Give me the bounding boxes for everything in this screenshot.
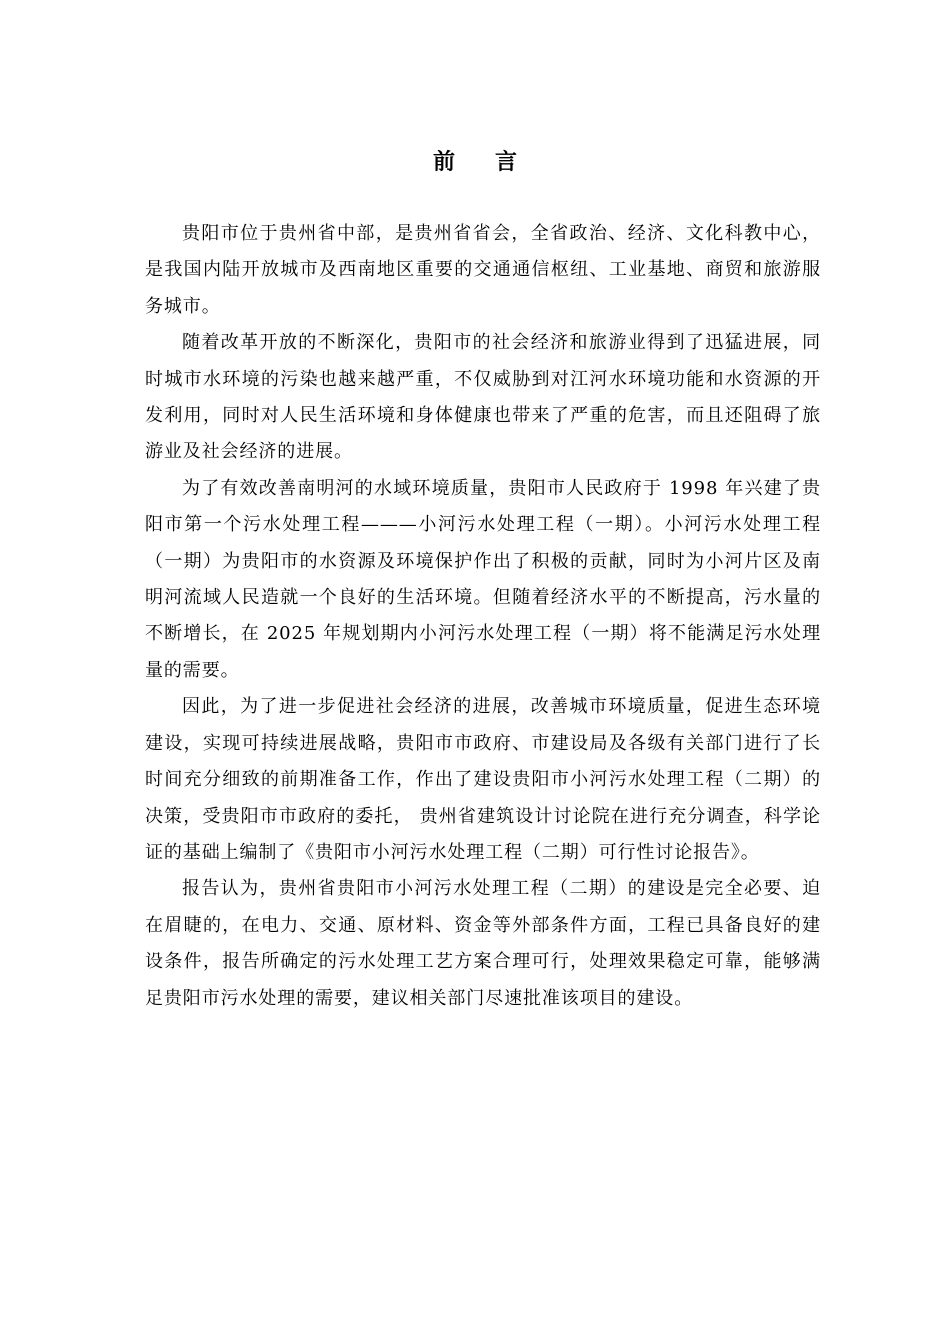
body-text bbox=[145, 216, 821, 1017]
paragraph-2: 随着改革开放的不断深化，贵阳市的社会经济和旅游业得到了迅猛进展，同时城市水环境的污染也越来越严重，不仅威胁到对江河水环境功能和水资源的开发利用，同时对人民生活环境和身体健康也带来了严重的危害，而且还阻碍了旅游业及社会经济的进展。 bbox=[145, 332, 821, 463]
page-title: 前言 bbox=[432, 149, 557, 175]
paragraph-5: 报告认为，贵州省贵阳市小河污水处理工程（二期）的建设是完全必要、迫在眉睫的，在电力、交通、原材料、资金等外部条件方面，工程已具备良好的建设条件，报告所确定的污水处理工艺方案合理可行，处理效果稳定可靠，能够满足贵阳市污水处理的需要，建议相关部门尽速批准该项目的建设。 bbox=[145, 878, 821, 1009]
paragraph-4: 因此，为了进一步促进社会经济的进展，改善城市环境质量，促进生态环境建设，实现可持续进展战略，贵阳市市政府、市建设局及各级有关部门进行了长时间充分细致的前期准备工作，作出了建设贵阳市小河污水处理工程（二期）的决策，受贵阳市市政府的委托， 贵州省建筑设计讨论院在进行充分调查，科学论证的基础上编制了《贵阳市小河污水处理工程（二期）可行性讨论报告》。 bbox=[145, 696, 821, 863]
paragraph-3: 为了有效改善南明河的水域环境质量，贵阳市人民政府于 1998 年兴建了贵阳市第一个污水处理工程———小河污水处理工程（一期）。小河污水处理工程（一期）为贵阳市的水资源及环境保护作出了积极的贡献，同时为小河片区及南明河流域人民造就一个良好的生活环境。但随着经济水平的不断提高，污水量的不断增长，在 2025 年规划期内小河污水处理工程（一期）将不能满足污水处理量的需要。 bbox=[145, 477, 821, 681]
paragraph-1: 贵阳市位于贵州省中部，是贵州省省会，全省政治、经济、文化科教中心，是我国内陆开放城市及西南地区重要的交通通信枢纽、工业基地、商贸和旅游服务城市。 bbox=[145, 223, 821, 317]
